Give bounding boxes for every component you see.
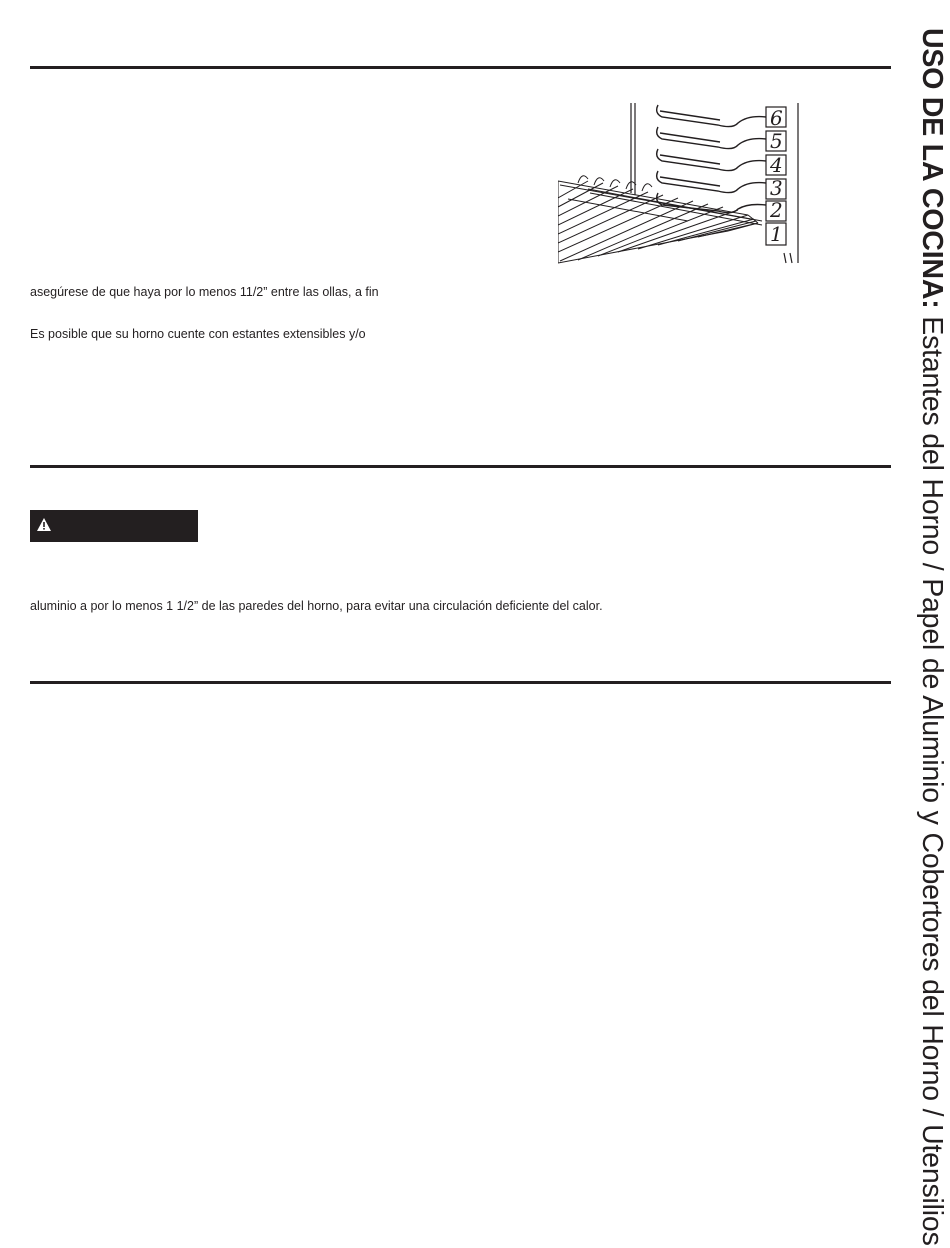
paragraph-extendable-racks: Es posible que su horno cuente con estantes extensibles y/o (30, 327, 366, 341)
warning-triangle-icon (37, 518, 51, 531)
section-divider-bottom (30, 681, 891, 684)
paragraph-rack-spacing: asegúrese de que haya por lo menos 11/2” entre las ollas, a fin (30, 285, 379, 299)
oven-rack-illustration (558, 103, 803, 265)
section-divider-top (30, 66, 891, 69)
side-section-title (912, 28, 950, 1246)
rack-label-5: 5 (770, 129, 783, 153)
rack-label-3: 3 (770, 176, 783, 200)
rack-label-1: 1 (770, 222, 783, 246)
side-title-bold: USO DE LA COCINA: (916, 28, 948, 309)
section-divider-middle (30, 465, 891, 468)
paragraph-aluminum-foil: aluminio a por lo menos 1 1/2” de las paredes del horno, para evitar una circulación deficiente del calor. (30, 599, 603, 613)
rack-label-4: 4 (770, 153, 783, 177)
side-title-rest: Estantes del Horno / Papel de Aluminio y Cobertores del Horno / Utensilios (916, 308, 948, 1246)
warning-banner (30, 510, 198, 542)
rack-label-2: 2 (770, 198, 783, 222)
rack-label-6: 6 (770, 106, 783, 130)
